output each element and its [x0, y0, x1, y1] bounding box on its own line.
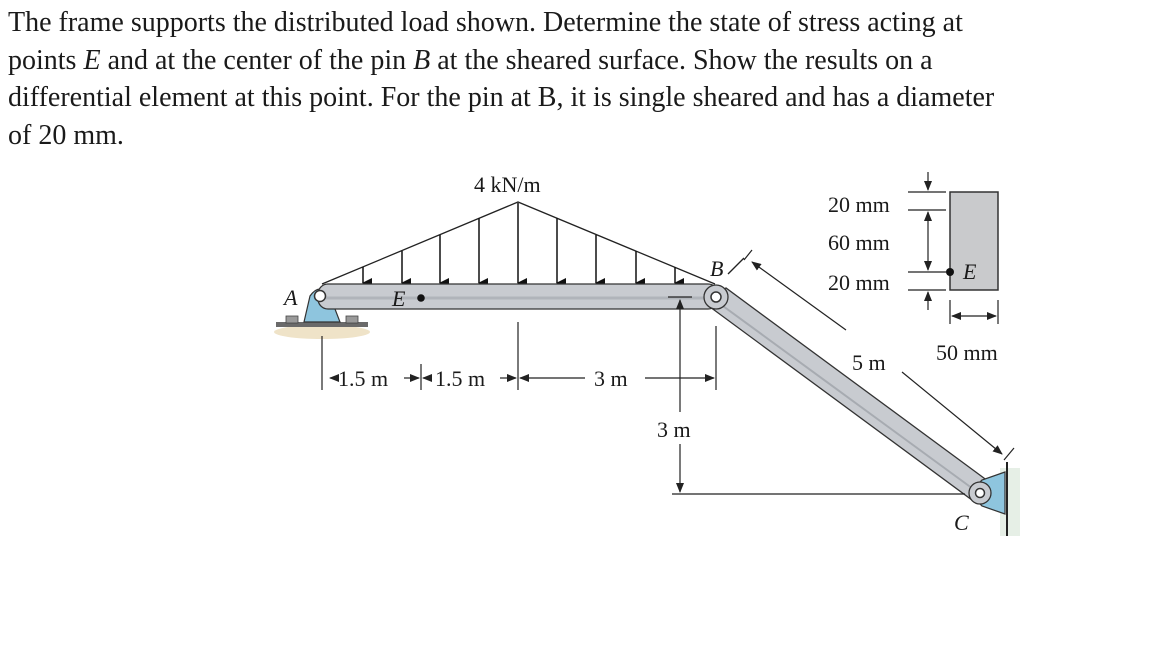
section-width-dimension — [950, 300, 998, 324]
section-dim-middle: 60 mm — [828, 230, 890, 255]
problem-text-3: at the sheared surface. Show the results on a differential element at this point. For the pin at B, it is single sheared and has a diameter of 20 mm. — [8, 44, 995, 151]
point-e-marker — [417, 294, 425, 302]
section-dim-bottom: 20 mm — [828, 270, 890, 295]
problem-text-1: The frame supports the distributed load shown. Determine the state of stress acting at points — [8, 7, 963, 76]
pin-b-section-mark — [728, 258, 744, 274]
vertical-dimension — [668, 297, 965, 494]
load-label: 4 kN/m — [474, 172, 541, 197]
distributed-load — [322, 202, 715, 284]
dim-label-member: 5 m — [852, 350, 886, 375]
section-height-dimensions — [908, 172, 946, 310]
pin-b — [704, 285, 728, 309]
label-point-c: C — [954, 510, 969, 535]
pin-a — [315, 291, 326, 302]
label-point-b: B — [710, 256, 724, 281]
dim-label-3: 3 m — [594, 366, 628, 391]
dim-label-1: 1.5 m — [338, 366, 389, 391]
beam-ab — [318, 284, 718, 309]
section-label-e: E — [963, 259, 977, 284]
label-point-e: E — [392, 286, 406, 311]
problem-text-2: and at the center of the pin — [100, 44, 414, 76]
problem-point-b: B — [413, 44, 431, 76]
dim-label-vertical: 3 m — [657, 417, 691, 442]
problem-point-e: E — [83, 44, 101, 76]
section-dim-width: 50 mm — [936, 340, 998, 365]
section-point-e-marker — [946, 268, 954, 276]
label-point-a: A — [284, 285, 298, 310]
member-bc — [706, 288, 992, 500]
dim-label-2: 1.5 m — [435, 366, 486, 391]
section-dim-top: 20 mm — [828, 192, 890, 217]
